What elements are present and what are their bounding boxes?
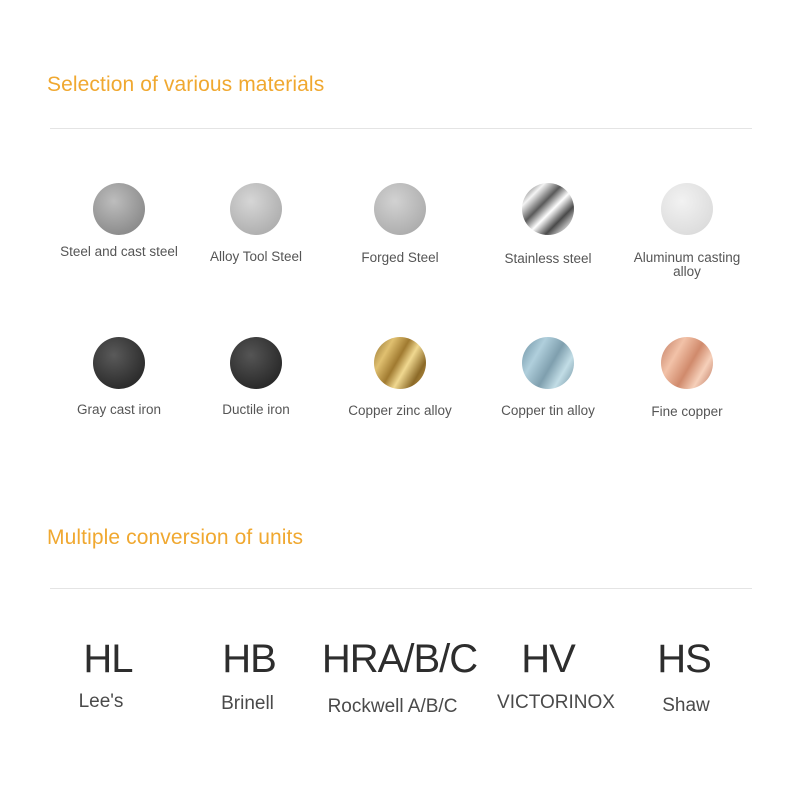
unit-hl[interactable] [58,637,158,713]
stainless-steel-swatch-icon [522,183,574,235]
unit-code: HV [521,637,575,681]
forged-steel-swatch-icon [374,183,426,235]
unit-code: HB [222,637,276,681]
materials-section-title: Selection of various materials [47,73,325,96]
divider [50,588,752,589]
unit-hv[interactable] [488,637,624,714]
unit-name: Shaw [662,695,710,716]
material-label: Forged Steel [361,250,439,265]
unit-code: HL [83,637,133,681]
material-label: Copper tin alloy [501,403,595,418]
material-label: Alloy Tool Steel [209,249,303,264]
material-label: Copper zinc alloy [348,403,452,418]
material-label: Fine copper [651,404,723,419]
copper-tin-swatch-icon [522,337,574,389]
material-label: Steel and cast steel [60,244,178,259]
aluminum-swatch-icon [661,183,713,235]
material-label: Stainless steel [504,251,592,266]
material-label: Ductile iron [222,402,290,417]
copper-zinc-swatch-icon [374,337,426,389]
divider [50,128,752,129]
unit-name: VICTORINOX [497,692,615,713]
units-section-title: Multiple conversion of units [47,526,304,549]
material-aluminum-casting-alloy[interactable] [612,183,762,279]
gray-cast-iron-swatch-icon [93,337,145,389]
unit-name: Lee's [78,691,124,712]
unit-code: HS [657,637,711,681]
material-copper-tin-alloy[interactable] [473,337,623,418]
material-label: Aluminum casting alloy [633,250,741,279]
material-forged-steel[interactable] [325,183,475,265]
material-stainless-steel[interactable] [473,183,623,266]
material-alloy-tool-steel[interactable] [181,183,331,264]
unit-hs[interactable] [634,637,734,717]
unit-name: Rockwell A/B/C [327,696,458,717]
unit-hb[interactable] [199,637,299,715]
unit-code: HRA/B/C [321,637,478,681]
unit-name: Brinell [221,693,274,714]
unit-hra-b-c[interactable] [312,637,487,718]
steel-swatch-icon [93,183,145,235]
fine-copper-swatch-icon [661,337,713,389]
material-gray-cast-iron[interactable] [44,337,194,417]
material-fine-copper[interactable] [612,337,762,419]
ductile-iron-swatch-icon [230,337,282,389]
material-label: Gray cast iron [76,402,162,417]
material-ductile-iron[interactable] [181,337,331,417]
material-steel-cast-steel[interactable] [44,183,194,259]
alloy-tool-steel-swatch-icon [230,183,282,235]
material-copper-zinc-alloy[interactable] [325,337,475,418]
